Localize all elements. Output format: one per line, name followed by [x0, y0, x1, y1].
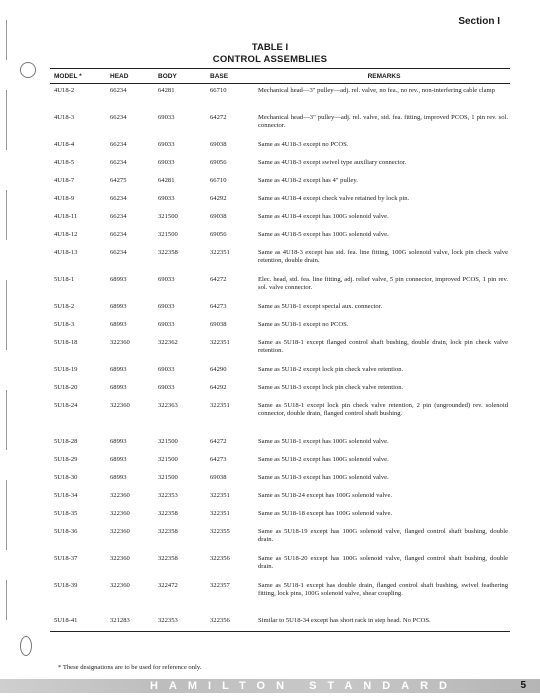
cell-body: 64281 — [158, 87, 175, 94]
table-row — [50, 507, 510, 525]
cell-model: 5U18-20 — [54, 383, 78, 391]
cell-model: 5U18-1 — [54, 275, 75, 283]
punch-hole-mark — [20, 636, 32, 656]
cell-model: 4U18-9 — [54, 194, 75, 202]
table-row — [50, 192, 510, 210]
cell-body: 322362 — [158, 338, 178, 346]
cell-model: 4U18-7 — [54, 176, 75, 184]
cell-body: 321500 — [158, 455, 178, 463]
cell-head: 321283 — [110, 616, 130, 624]
cell-remarks: Same as 5U18-1 except has 100G solenoid valve. — [258, 437, 389, 445]
cell-remarks: Same as 5U18-1 except lock pin check valve retention, 2 pin (ungrounded) rev. solenoid connector, double drain, flanged control shaft bushing. — [258, 401, 508, 417]
cell-model: 5U18-18 — [54, 338, 78, 346]
cell-body: 322358 — [158, 509, 178, 517]
cell-base: 322355 — [210, 527, 230, 535]
cell-remarks: Same as 4U18-4 except check valve retained by lock pin. — [258, 194, 410, 202]
table-title: TABLE I — [251, 42, 289, 53]
cell-model: 4U18-5 — [54, 158, 75, 166]
table-row — [50, 300, 510, 318]
cell-body: 322358 — [158, 248, 178, 256]
table-row — [50, 336, 510, 363]
cell-base: 322351 — [210, 509, 230, 517]
cell-head: 66234 — [110, 113, 127, 121]
table-row — [50, 363, 510, 381]
table-row — [50, 156, 510, 174]
table-row — [50, 111, 510, 138]
cell-body: 322358 — [158, 554, 178, 562]
cell-body: 321500 — [158, 230, 178, 238]
cell-remarks: Mechanical head—3" pulley—adj. rel. valve, no fea., no rev., non-interfering cable clamp — [258, 87, 495, 94]
cell-base: 69038 — [210, 320, 227, 328]
table-row — [50, 525, 510, 552]
table-row — [50, 381, 510, 399]
cell-remarks: Mechanical head—3" pulley—adj. rel. valve, std. fea. fitting, improved PCOS, 1 pin rev. sol. connector. — [258, 113, 508, 129]
column-header-body: BODY — [158, 72, 177, 80]
cell-model: 5U18-39 — [54, 581, 78, 589]
cell-model: 5U18-24 — [54, 401, 78, 409]
cell-base: 64292 — [210, 383, 227, 391]
cell-model: 4U18-11 — [54, 212, 78, 220]
binding-edge — [0, 0, 14, 700]
table-row — [50, 318, 510, 336]
table-row — [50, 579, 510, 614]
cell-remarks: Same as 5U18-1 except flanged control shaft bushing, double drain, lock pin check valve retention. — [258, 338, 508, 354]
cell-remarks: Same as 4U18-3 except no PCOS. — [258, 140, 349, 148]
table-row — [50, 489, 510, 507]
cell-base: 64272 — [210, 113, 227, 121]
control-assemblies-table — [50, 68, 510, 632]
cell-remarks: Elec. head, std. fea. line fitting, adj. relief valve, 5 pin connector, improved PCOS, 1 pin rev. sol. valve connector. — [258, 275, 508, 291]
cell-body: 69033 — [158, 320, 175, 328]
cell-body: 69033 — [158, 302, 175, 310]
table-row — [50, 399, 510, 435]
cell-body: 69033 — [158, 158, 175, 166]
cell-base: 322357 — [210, 581, 230, 589]
cell-body: 69033 — [158, 194, 175, 202]
table-row — [50, 273, 510, 300]
table-header-row — [50, 69, 510, 84]
cell-head: 68993 — [110, 302, 127, 310]
cell-base: 322356 — [210, 554, 230, 562]
cell-remarks: Same as 5U18-20 except has 100G solenoid valve, flanged control shaft bushing, double drain. — [258, 554, 508, 570]
cell-body: 322353 — [158, 616, 178, 624]
cell-body: 69033 — [158, 275, 175, 283]
cell-base: 322356 — [210, 616, 230, 624]
cell-base: 64273 — [210, 302, 227, 310]
cell-head: 66234 — [110, 140, 127, 148]
cell-head: 322360 — [110, 401, 130, 409]
footer-brand: HAMILTON STANDARD — [150, 680, 458, 692]
cell-body: 322353 — [158, 491, 178, 499]
cell-model: 5U18-3 — [54, 320, 75, 328]
cell-head: 322360 — [110, 527, 130, 535]
page-number: 5 — [520, 680, 526, 691]
cell-head: 68993 — [110, 383, 127, 391]
column-header-base: BASE — [210, 72, 229, 80]
cell-base: 66710 — [210, 176, 227, 184]
column-header-model: MODEL * — [54, 72, 82, 80]
cell-base: 69038 — [210, 212, 227, 220]
cell-model: 4U18-12 — [54, 230, 78, 238]
column-header-remarks: REMARKS — [367, 72, 401, 80]
table-row — [50, 435, 510, 453]
cell-model: 5U18-36 — [54, 527, 78, 535]
table-subtitle: CONTROL ASSEMBLIES — [212, 54, 328, 65]
cell-head: 322360 — [110, 491, 130, 499]
cell-remarks: Same as 5U18-1 except special aux. connector. — [258, 302, 383, 310]
cell-model: 5U18-35 — [54, 509, 78, 517]
cell-head: 322360 — [110, 509, 130, 517]
cell-head: 68993 — [110, 455, 127, 463]
cell-remarks: Same as 5U18-1 except has double drain, flanged control shaft bushing, swivel feathering fitting, lock pins, 100G solenoid valve, shear coupling. — [258, 581, 508, 597]
cell-head: 322360 — [110, 554, 130, 562]
cell-remarks: Same as 5U18-2 except has 100G solenoid valve. — [258, 455, 389, 463]
cell-remarks: Same as 5U18-3 except lock pin check valve retention. — [258, 383, 404, 391]
cell-model: 5U18-37 — [54, 554, 78, 562]
cell-model: 5U18-29 — [54, 455, 78, 463]
column-header-head: HEAD — [110, 72, 129, 80]
table-row — [50, 614, 510, 632]
cell-body: 322363 — [158, 401, 178, 409]
cell-model: 4U18-3 — [54, 113, 75, 121]
cell-remarks: Same as 4U18-3 except has std. fea. line fitting, 100G solenoid valve, lock pin check valve retention, double drain. — [258, 248, 508, 264]
cell-model: 5U18-34 — [54, 491, 78, 499]
table-row — [50, 210, 510, 228]
cell-remarks: Same as 5U18-18 except has 100G solenoid valve. — [258, 509, 393, 517]
cell-base: 64292 — [210, 194, 227, 202]
cell-head: 66234 — [110, 212, 127, 220]
cell-base: 322351 — [210, 491, 230, 499]
cell-remarks: Similar to 5U18-34 except has short rack in step head. No PCOS. — [258, 616, 431, 624]
section-heading: Section I — [458, 16, 500, 27]
cell-head: 322360 — [110, 338, 130, 346]
cell-head: 64275 — [110, 176, 127, 184]
cell-model: 5U18-19 — [54, 365, 78, 373]
table-row — [50, 138, 510, 156]
cell-base: 69038 — [210, 140, 227, 148]
cell-model: 4U18-2 — [54, 87, 75, 94]
cell-remarks: Same as 4U18-4 except has 100G solenoid valve. — [258, 212, 389, 220]
cell-base: 322351 — [210, 338, 230, 346]
cell-body: 69033 — [158, 383, 175, 391]
table-row — [50, 453, 510, 471]
cell-body: 322472 — [158, 581, 178, 589]
cell-remarks: Same as 5U18-19 except has 100G solenoid valve, flanged control shaft bushing, double drain. — [258, 527, 508, 543]
cell-base: 64272 — [210, 275, 227, 283]
cell-remarks: Same as 4U18-2 except has 4" pulley. — [258, 176, 358, 184]
table-row — [50, 174, 510, 192]
cell-body: 321500 — [158, 212, 178, 220]
cell-body: 321500 — [158, 473, 178, 481]
cell-base: 66710 — [210, 87, 227, 94]
footnote: * These designations are to be used for reference only. — [58, 664, 202, 671]
cell-remarks: Same as 4U18-5 except has 100G solenoid valve. — [258, 230, 389, 238]
cell-base: 69056 — [210, 230, 227, 238]
cell-model: 4U18-13 — [54, 248, 78, 256]
cell-model: 4U18-4 — [54, 140, 75, 148]
cell-body: 321500 — [158, 437, 178, 445]
cell-head: 68993 — [110, 320, 127, 328]
cell-base: 69056 — [210, 158, 227, 166]
cell-head: 66234 — [110, 248, 127, 256]
cell-head: 322360 — [110, 581, 130, 589]
cell-base: 322351 — [210, 248, 230, 256]
table-row — [50, 552, 510, 579]
cell-body: 322358 — [158, 527, 178, 535]
cell-base: 69038 — [210, 473, 227, 481]
cell-model: 5U18-41 — [54, 616, 78, 624]
cell-base: 64272 — [210, 437, 227, 445]
table-row — [50, 84, 510, 111]
cell-head: 66234 — [110, 158, 127, 166]
cell-remarks: Same as 5U18-1 except no PCOS. — [258, 320, 349, 328]
footer-band — [0, 679, 540, 693]
table-row — [50, 228, 510, 246]
cell-body: 64281 — [158, 176, 175, 184]
cell-model: 5U18-30 — [54, 473, 78, 481]
cell-head: 66234 — [110, 230, 127, 238]
cell-head: 68993 — [110, 275, 127, 283]
cell-remarks: Same as 5U18-3 except has 100G solenoid valve. — [258, 473, 389, 481]
cell-base: 322351 — [210, 401, 230, 409]
cell-remarks: Same as 4U18-3 except swivel type auxiliary connector. — [258, 158, 407, 166]
table-row — [50, 471, 510, 489]
cell-head: 66234 — [110, 87, 127, 94]
cell-model: 5U18-28 — [54, 437, 78, 445]
cell-base: 64273 — [210, 455, 227, 463]
cell-head: 68993 — [110, 365, 127, 373]
cell-head: 68993 — [110, 473, 127, 481]
cell-model: 5U18-2 — [54, 302, 75, 310]
cell-head: 66234 — [110, 194, 127, 202]
cell-head: 68993 — [110, 437, 127, 445]
cell-body: 69033 — [158, 365, 175, 373]
cell-body: 69033 — [158, 113, 175, 121]
cell-body: 69033 — [158, 140, 175, 148]
table-row — [50, 246, 510, 273]
cell-base: 64290 — [210, 365, 227, 373]
cell-remarks: Same as 5U18-24 except has 100G solenoid valve. — [258, 491, 393, 499]
cell-remarks: Same as 5U18-2 except lock pin check valve retention. — [258, 365, 404, 373]
